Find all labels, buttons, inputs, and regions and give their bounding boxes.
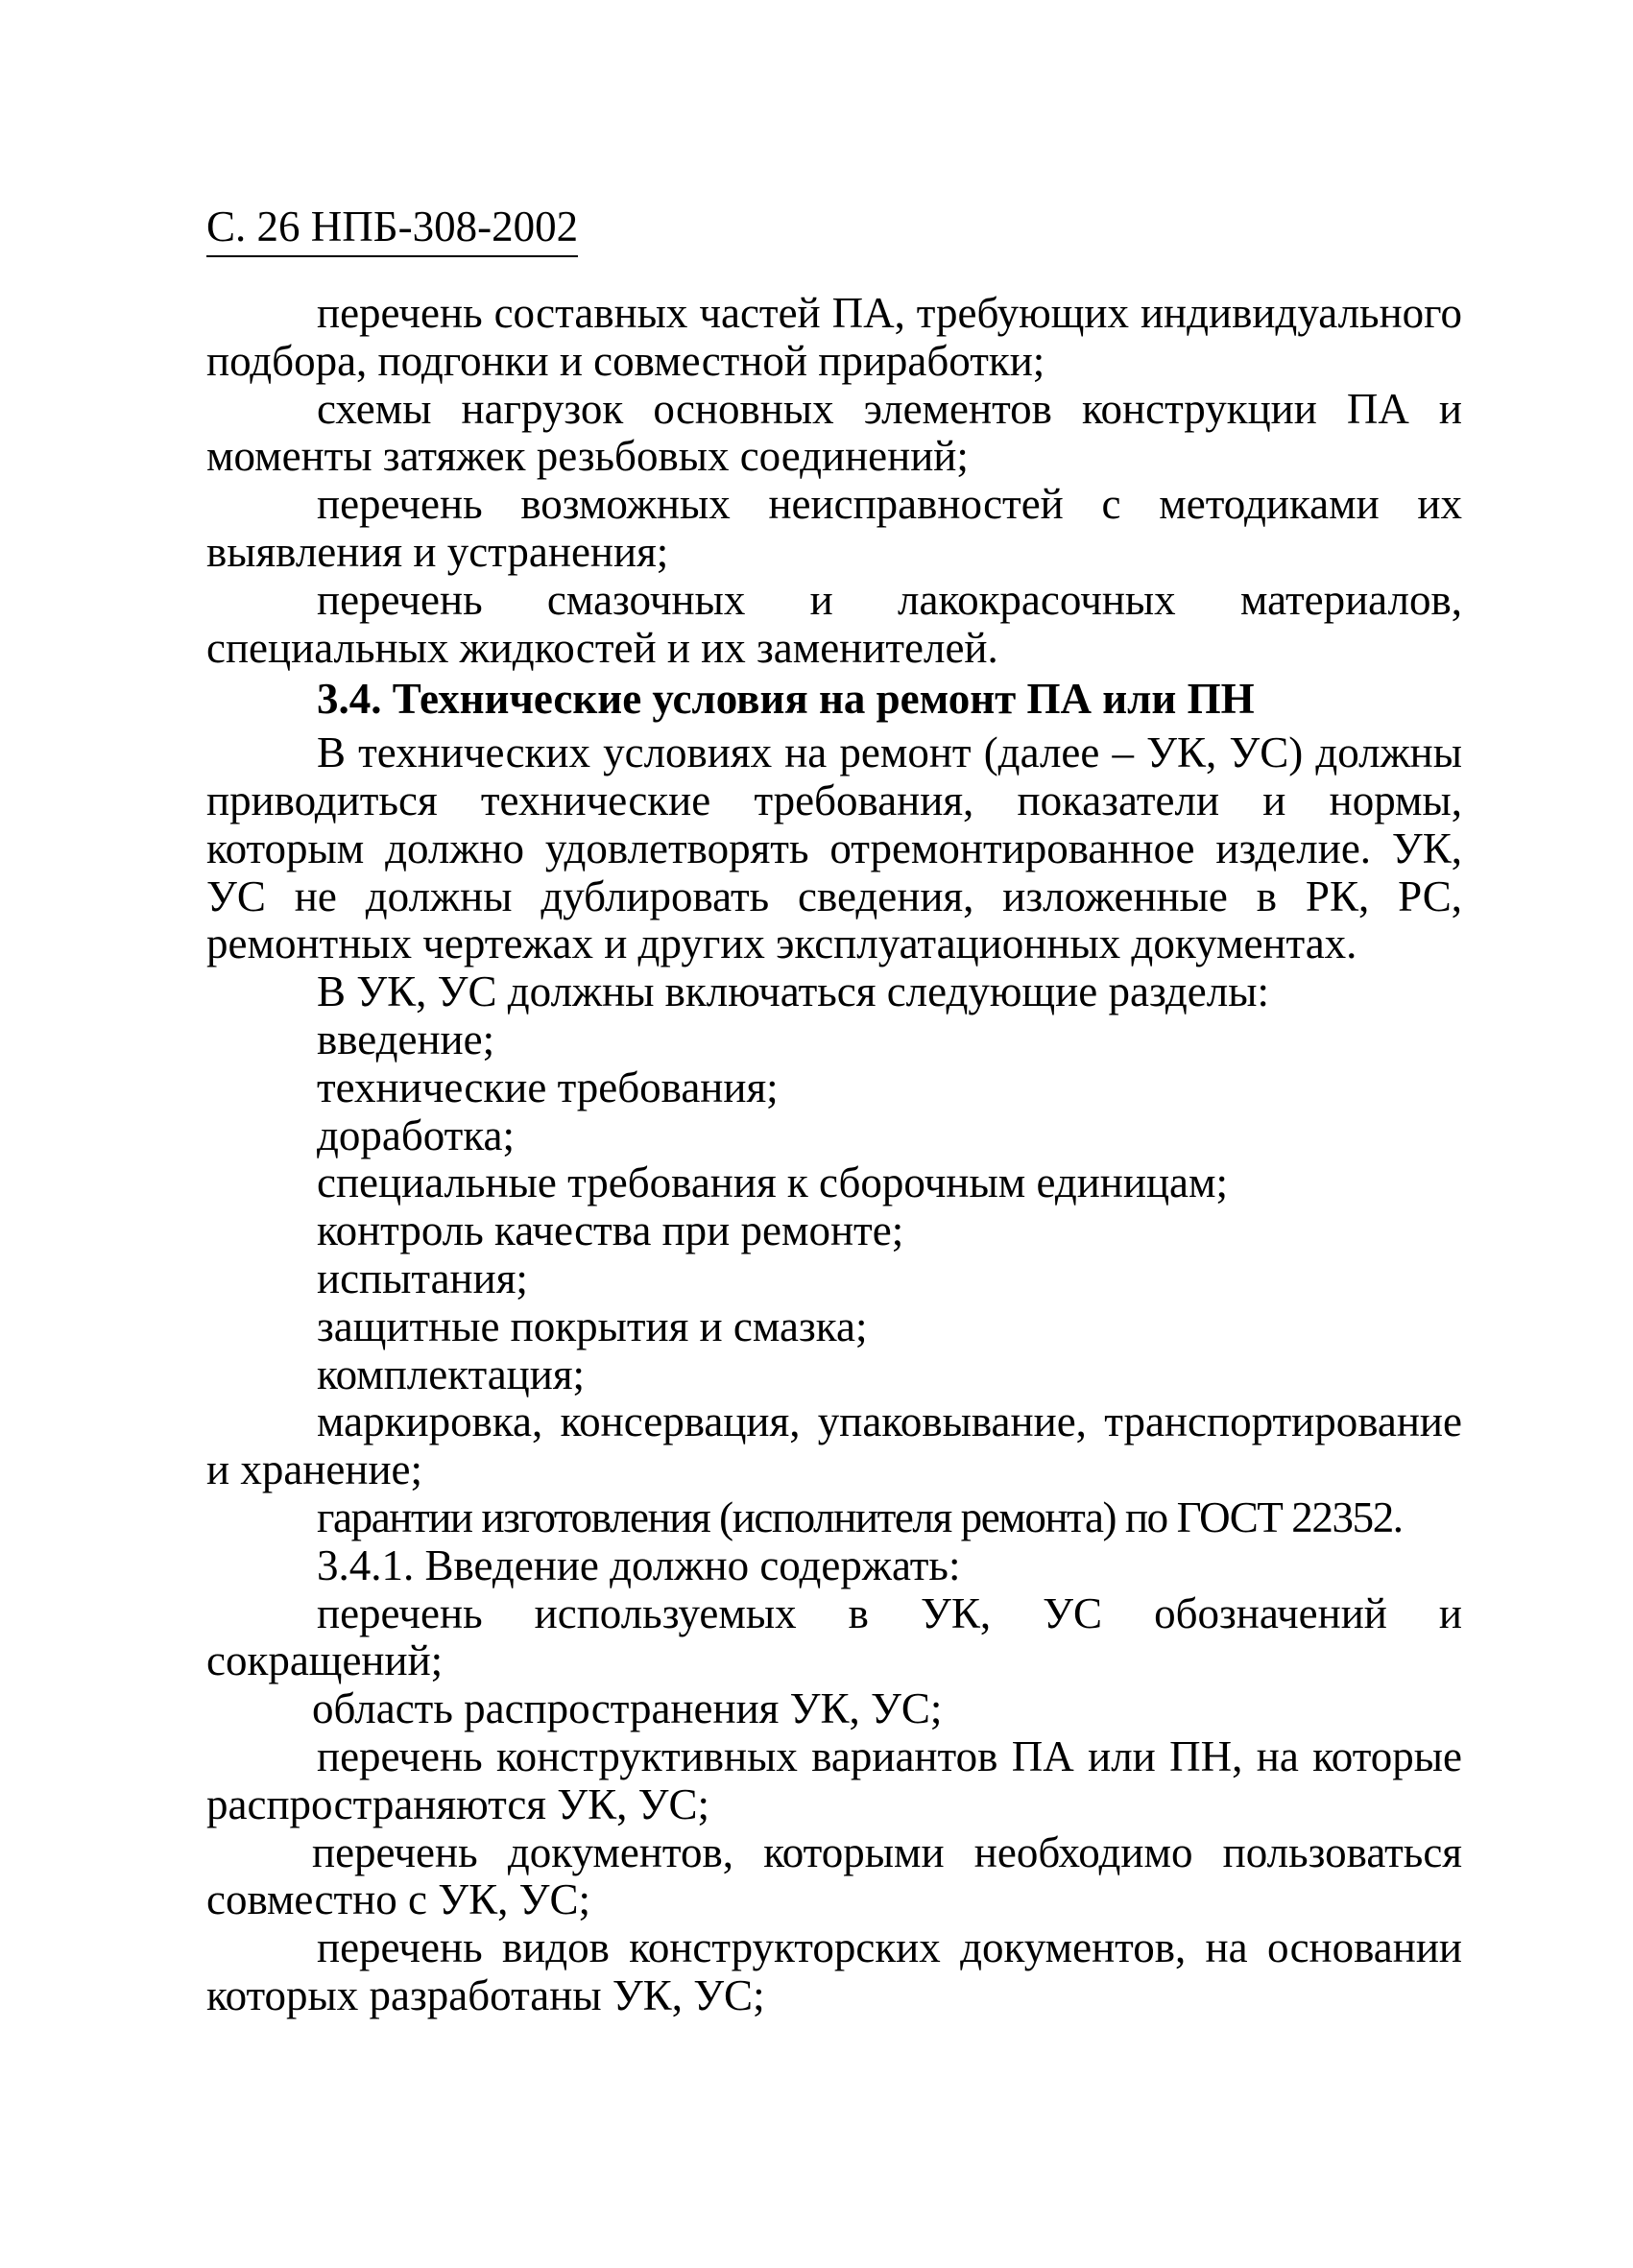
paragraph-malfunctions: перечень возможных неисправностей с методиками их выявления и устранения;	[206, 480, 1462, 576]
intro-item-scope: область распространения УК, УС;	[312, 1684, 943, 1733]
list-item: защитные покрытия и смазка;	[317, 1301, 868, 1350]
intro-item-designations: перечень используемых в УК, УС обозначений и сокращений;	[206, 1588, 1462, 1685]
paragraph-parts-list: перечень составных частей ПА, требующих индивидуального подбора, подгонки и совместной приработки;	[206, 289, 1462, 385]
list-item: комплектация;	[317, 1349, 586, 1398]
list-item: введение;	[317, 1015, 495, 1063]
intro-item-variants: перечень конструктивных вариантов ПА или ПН, на которые распространяются УК, УС;	[206, 1731, 1462, 1828]
list-item-marking: маркировка, консервация, упаковывание, транспортирование и хранение;	[206, 1397, 1462, 1494]
page-body	[206, 290, 1462, 2020]
paragraph-lubricants: перечень смазочных и лакокрасочных материалов, специальных жидкостей и их заменителей.	[206, 575, 1462, 672]
subsection-heading: 3.4.1. Введение должно содержать:	[317, 1540, 961, 1589]
list-item: специальные требования к сборочным единицам;	[317, 1158, 1228, 1207]
page-header: С. 26 НПБ-308-2002	[206, 200, 578, 257]
intro-item-documents: перечень документов, которыми необходимо пользоваться совместно с УК, УС;	[206, 1827, 1462, 1924]
intro-item-design-docs: перечень видов конструкторских документов, на основании которых разработаны УК, УС;	[206, 1923, 1462, 2019]
list-item: доработка;	[317, 1110, 515, 1159]
list-item: технические требования;	[317, 1062, 779, 1111]
section-heading: 3.4. Технические условия на ремонт ПА или ПН	[317, 675, 1255, 724]
list-item-guarantee: гарантии изготовления (исполнителя ремонта) по ГОСТ 22352.	[317, 1492, 1403, 1541]
paragraph-load-schemes: схемы нагрузок основных элементов конструкции ПА и моменты затяжек резьбовых соединений;	[206, 384, 1462, 481]
sections-intro: В УК, УС должны включаться следующие разделы:	[317, 967, 1269, 1016]
list-item: испытания;	[317, 1253, 528, 1302]
list-item: контроль качества при ремонте;	[317, 1206, 904, 1255]
intro-paragraph: В технических условиях на ремонт (далее – УК, УС) должны приводиться технические требования, показатели и нормы, которым должно удовлетворять отремонтированное изделие. УК, УС не должны дублировать сведения, изложенные в РК, РС, ремонтных чертежах и других эксплуатационных документах.	[206, 728, 1462, 968]
